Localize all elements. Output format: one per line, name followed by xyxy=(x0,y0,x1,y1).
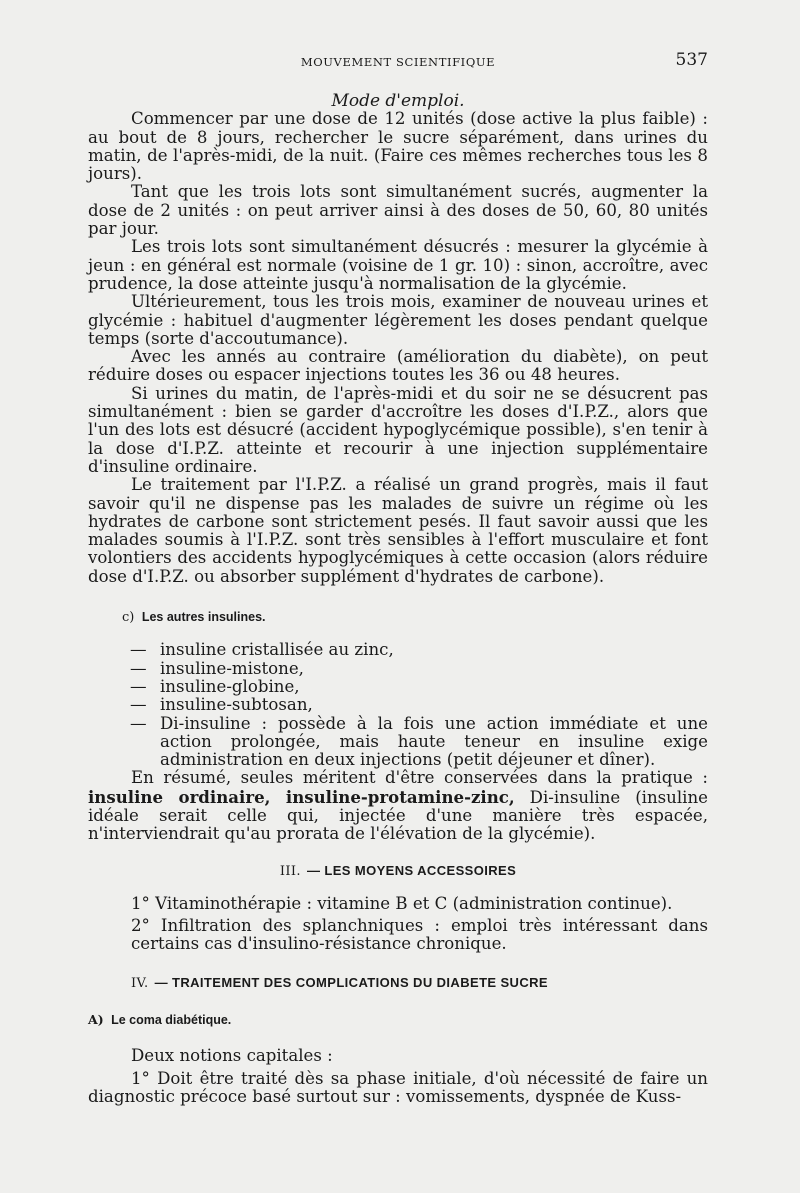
list-item: — insuline-globine, xyxy=(130,676,300,696)
paragraph: Les trois lots sont simultanément désucrés : mesurer la glycémie à jeun : en général est normale (voisine de 1 gr. 10) : sinon, accroître, avec prudence, la dose atteinte jusqu'à normalisation de la glycémie. xyxy=(88,237,708,293)
list-item: — insuline-subtosan, xyxy=(130,695,313,715)
paragraph: 1° Doit être traité dès sa phase initiale, d'où nécessité de faire un diagnostic précoce basé surtout sur : vomissements, dyspnée de Kuss- xyxy=(88,1068,708,1106)
list-item: — insuline cristallisée au zinc, xyxy=(130,640,394,660)
paragraph: Tant que les trois lots sont simultanément sucrés, augmenter la dose de 2 unités : on peut arriver ainsi à des doses de 50, 60, 80 unités par jour. xyxy=(88,182,708,239)
running-title: MOUVEMENT SCIENTIFIQUE xyxy=(300,55,496,69)
paragraph: Commencer par une dose de 12 unités (dose active la plus faible) : au bout de 8 jours, rechercher le sucre séparément, dans urines du matin, de l'après-midi, de la nuit. (Faire ces mêmes recherches tous les 8 jours). xyxy=(88,109,708,184)
numbered-item: 2° Infiltration des splanchniques : emploi très intéressant dans certains cas d'insulino-résistance chronique. xyxy=(131,916,708,954)
summary-bold: insuline ordinaire, insuline-protamine-zinc, xyxy=(88,786,515,807)
subsection-heading-autres-insulines xyxy=(122,608,708,627)
subsection-label: c) xyxy=(122,610,135,626)
page-header xyxy=(88,50,708,74)
numbered-item: 1° Vitaminothérapie : vitamine B et C (administration continue). xyxy=(131,893,673,913)
paragraph: Ultérieurement, tous les trois mois, examiner de nouveau urines et glycémie : habituel d'augmenter légèrement les doses pendant quelque temps (sorte d'accoutumance). xyxy=(88,292,708,348)
summary-paragraph: En résumé, seules méritent d'être conservées dans la pratique : insuline ordinaire, insuline-protamine-zinc, Di-insuline (insuline idéale serait celle qui, injectée d'une manière très espacée, n'interviendrait qu'au prorata de l'élévation de la glycémie). xyxy=(88,768,708,844)
subsection-heading-coma: A) Le coma diabétique. xyxy=(88,1012,232,1028)
section-heading-mode-emploi: Mode d'emploi. xyxy=(331,91,465,111)
list-item: — insuline-mistone, xyxy=(130,658,304,678)
paragraph: Le traitement par l'I.P.Z. a réalisé un grand progrès, mais il faut savoir qu'il ne dispense pas les malades de suivre un régime où les hydrates de carbone sont strictement pesés. Il faut savoir aussi que les malades soumis à l'I.P.Z. sont très sensibles à l'effort musculaire et font volontiers des accidents hypoglycémiques à cette occasion (alors réduire dose d'I.P.Z. ou absorber supplément d'hydrates de carbone). xyxy=(88,475,708,586)
chapter-heading-complications: IV. — TRAITEMENT DES COMPLICATIONS DU DIABETE SUCRE xyxy=(131,974,548,991)
list-item: — Di-insuline : possède à la fois une action immédiate et une action prolongée, mais haute teneur en insuline exige administration en deux injections (petit déjeuner et dîner). xyxy=(130,713,708,770)
paragraph: Si urines du matin, de l'après-midi et du soir ne se désucrent pas simultanément : bien se garder d'accroître les doses d'I.P.Z., alors que l'un des lots est désucré (accident hypoglycémique possible), s'en tenir à la dose d'I.P.Z. atteinte et recourir à une injection supplémentaire d'insuline ordinaire. xyxy=(88,383,708,476)
paragraph: Avec les annés au contraire (amélioration du diabète), on peut réduire doses ou espacer injections toutes les 36 ou 48 heures. xyxy=(88,347,708,385)
insulin-list xyxy=(88,641,708,769)
page-content xyxy=(88,92,708,1106)
paragraph: Deux notions capitales : xyxy=(131,1046,333,1066)
subsection-title: Les autres insulines. xyxy=(141,610,266,625)
chapter-heading-moyens-accessoires: III. — LES MOYENS ACCESSOIRES xyxy=(279,862,517,879)
page-number: 537 xyxy=(675,50,708,70)
